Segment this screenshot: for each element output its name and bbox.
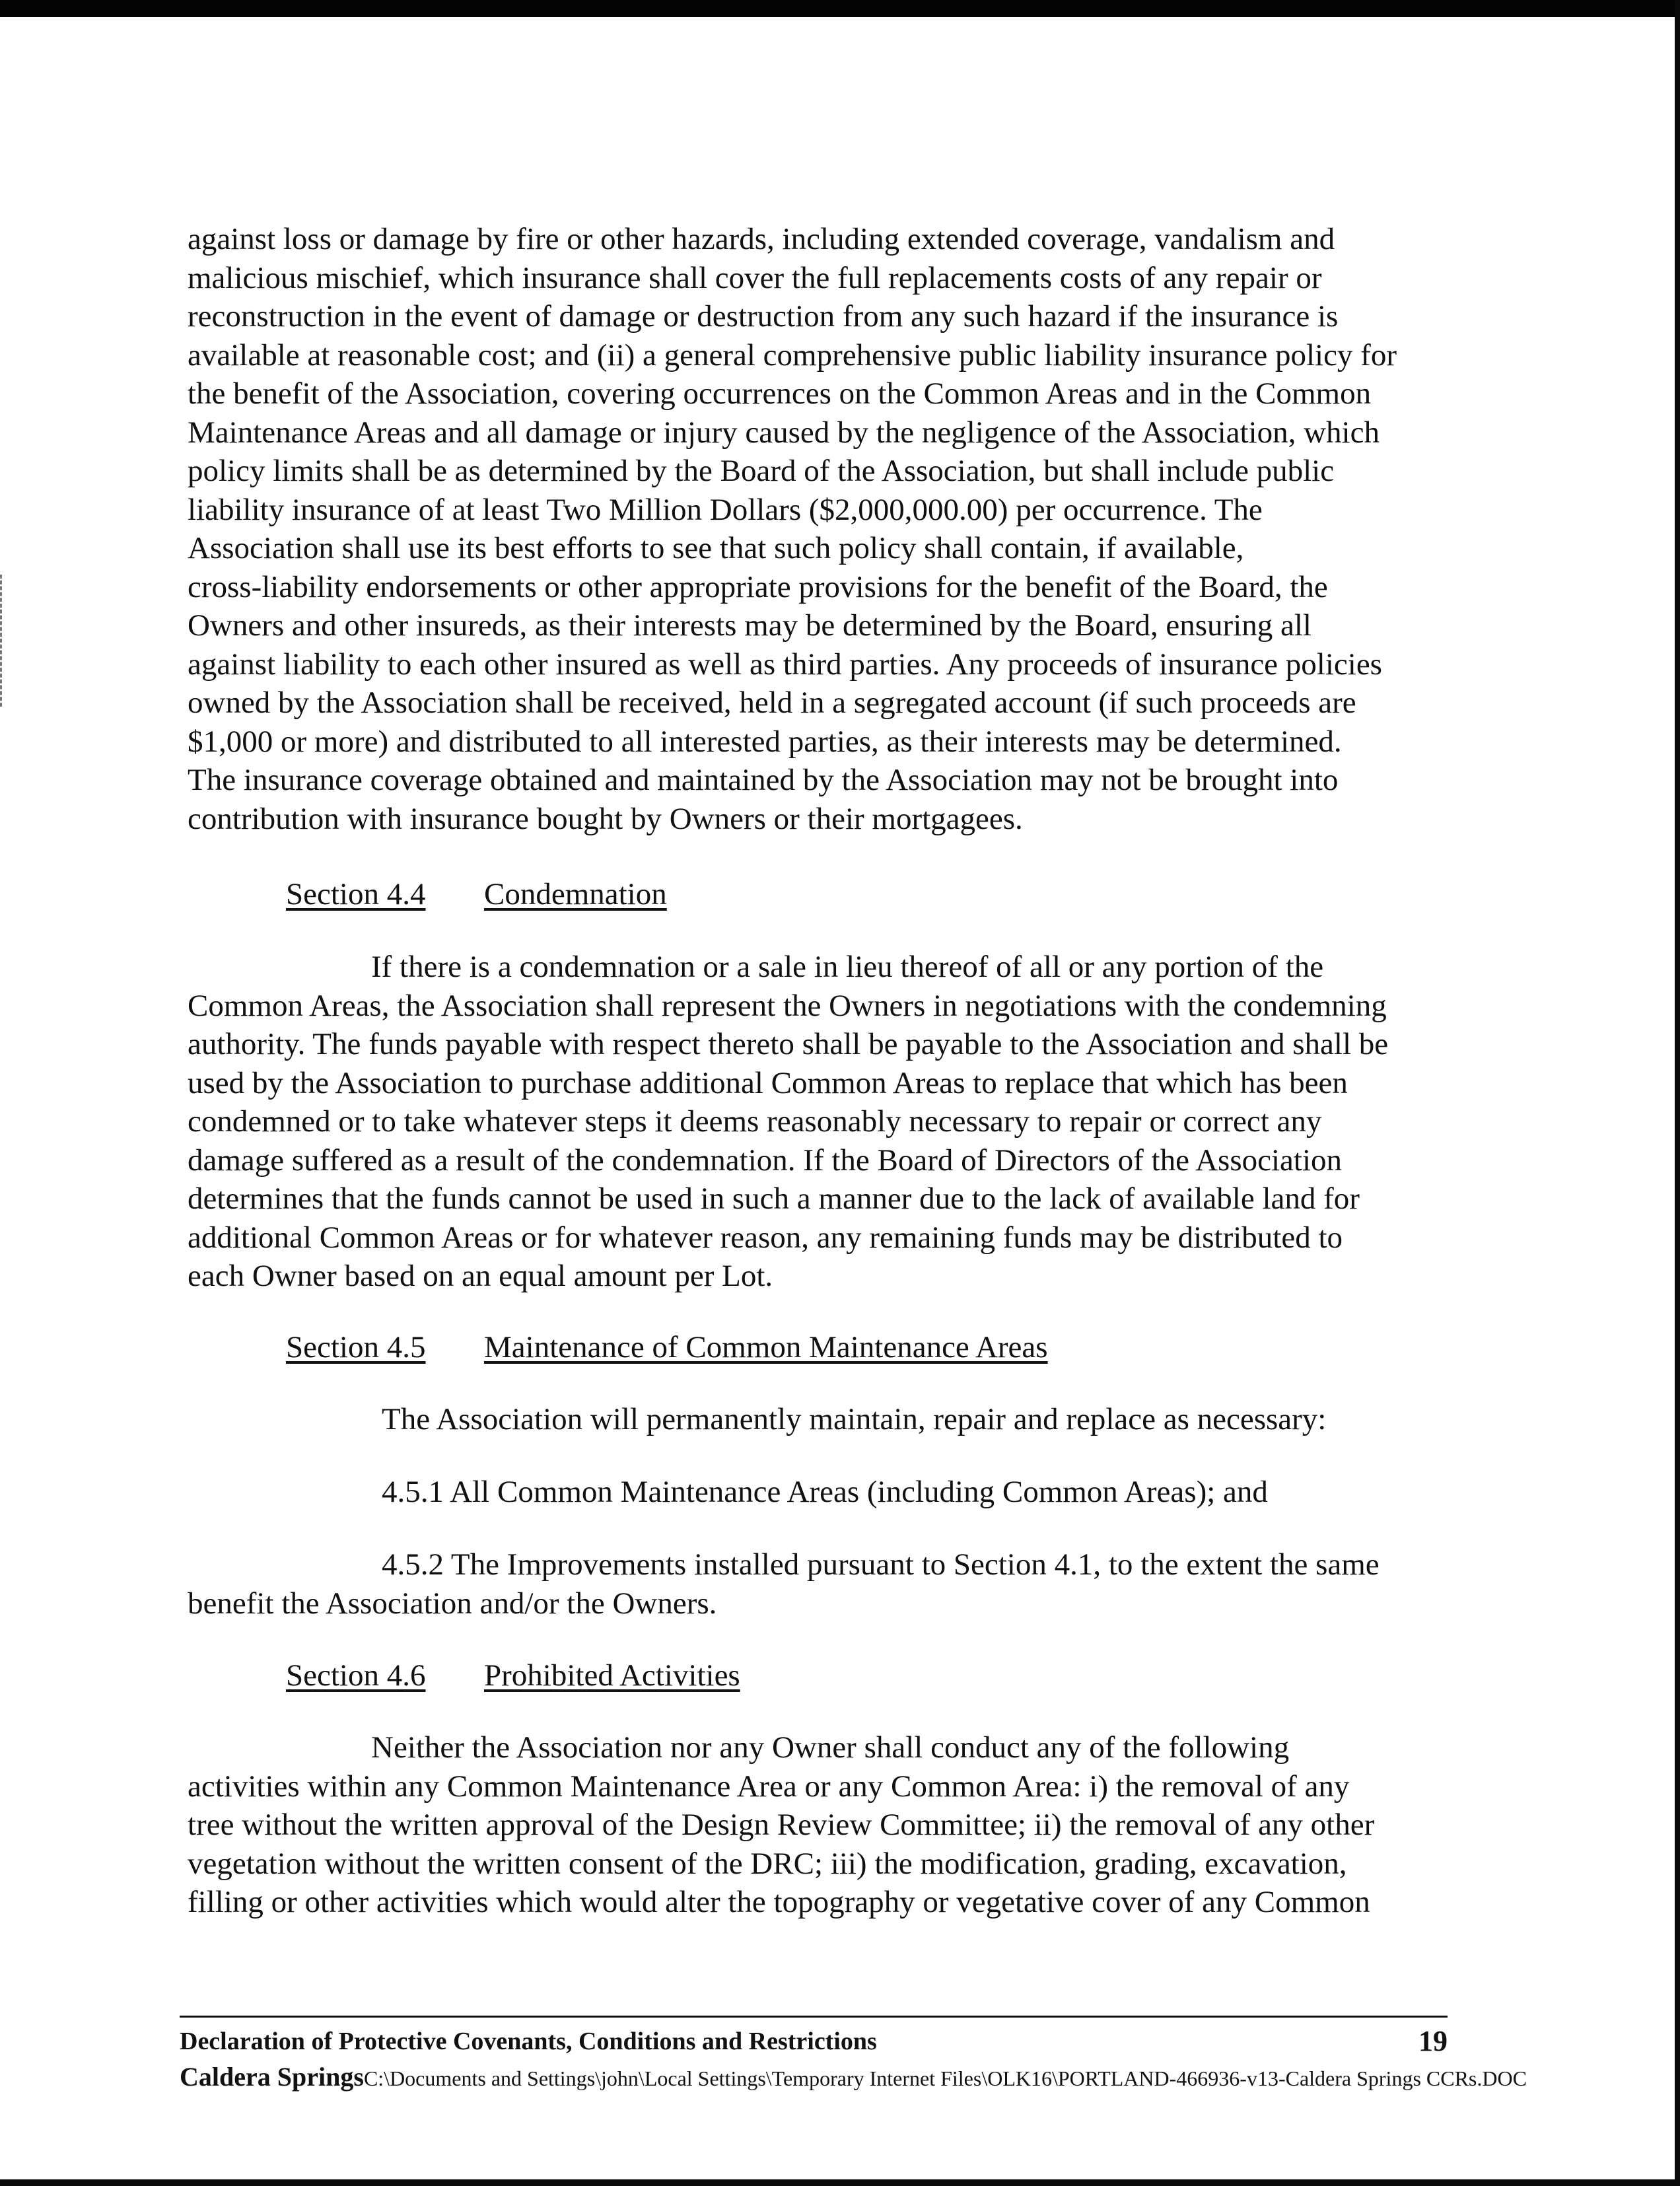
text-line: Neither the Association nor any Owner shall conduct any of the following (371, 1730, 1290, 1765)
scan-bottom-border (0, 2179, 1680, 2186)
footer-title-row (180, 2026, 1448, 2057)
text-line: If there is a condemnation or a sale in lieu thereof of all or any portion of the (371, 950, 1324, 984)
section-number: Section 4.6 (286, 1658, 426, 1693)
text-line: the benefit of the Association, covering occurrences on the Common Areas and in the Common (188, 376, 1372, 411)
text-line: Maintenance Areas and all damage or injury caused by the negligence of the Association, which (188, 415, 1380, 450)
section-4-5-item-1 (188, 1473, 1482, 1512)
text-line: $1,000 or more) and distributed to all interested parties, as their interests may be determined. (188, 724, 1342, 759)
text-line: against loss or damage by fire or other hazards, including extended coverage, vandalism and (188, 222, 1335, 256)
page-number: 19 (1418, 2025, 1448, 2057)
section-4-5-intro (188, 1400, 1482, 1439)
text-line: 4.5.2 The Improvements installed pursuant to Section 4.1, to the extent the same (382, 1547, 1380, 1582)
text-line: used by the Association to purchase additional Common Areas to replace that which has been (188, 1065, 1348, 1100)
text-line: filling or other activities which would alter the topography or vegetative cover of any Common (188, 1885, 1370, 1919)
text-line: each Owner based on an equal amount per Lot. (188, 1259, 773, 1293)
footer-file-path: C:\Documents and Settings\john\Local Settings\Temporary Internet Files\OLK16\PORTLAND-466936-v13-Caldera Springs CCRs.DOC (363, 2066, 1527, 2090)
text-line: reconstruction in the event of damage or destruction from any such hazard if the insurance is (188, 299, 1339, 334)
text-line: owned by the Association shall be received, held in a segregated account (if such proceeds are (188, 686, 1356, 720)
text-line: damage suffered as a result of the condemnation. If the Board of Directors of the Association (188, 1143, 1343, 1178)
text-line: against liability to each other insured as well as third parties. Any proceeds of insurance policies (188, 647, 1382, 682)
section-4-6-body (188, 1728, 1482, 1922)
text-line: benefit the Association and/or the Owners. (188, 1586, 717, 1621)
section-4-4-body (188, 948, 1482, 1296)
scan-top-border (0, 0, 1680, 17)
text-line: cross-liability endorsements or other appropriate provisions for the benefit of the Board, the (188, 569, 1328, 604)
text-line: Common Areas, the Association shall represent the Owners in negotiations with the condemning (188, 988, 1387, 1023)
section-4-5-heading (286, 1328, 1048, 1366)
footer-title: Declaration of Protective Covenants, Conditions and Restrictions (180, 2027, 877, 2055)
text-line: policy limits shall be as determined by the Board of the Association, but shall include public (188, 454, 1335, 488)
text-line: condemned or to take whatever steps it deems reasonably necessary to repair or correct any (188, 1104, 1322, 1139)
scan-left-margin-marks (0, 575, 5, 707)
text-line: contribution with insurance bought by Owners or their mortgagees. (188, 801, 1023, 836)
text-line: activities within any Common Maintenance Area or any Common Area: i) the removal of any (188, 1769, 1350, 1804)
text-line: malicious mischief, which insurance shall cover the full replacements costs of any repair or (188, 260, 1322, 295)
text-line: The insurance coverage obtained and maintained by the Association may not be brought into (188, 763, 1339, 797)
text-line: Association shall use its best efforts to see that such policy shall contain, if available, (188, 531, 1244, 565)
text-line: Owners and other insureds, as their interests may be determined by the Board, ensuring all (188, 608, 1312, 643)
section-4-6-heading (286, 1656, 740, 1695)
section-number: Section 4.5 (286, 1330, 426, 1364)
text-line: available at reasonable cost; and (ii) a general comprehensive public liability insurance policy for (188, 337, 1397, 372)
text-line: authority. The funds payable with respect thereto shall be payable to the Association and shall be (188, 1027, 1389, 1061)
insurance-paragraph (188, 220, 1482, 838)
footer-path-row (180, 2062, 1527, 2094)
section-title: Prohibited Activities (484, 1658, 740, 1693)
text-line: The Association will permanently maintain, repair and replace as necessary: (382, 1402, 1327, 1436)
text-line: liability insurance of at least Two Million Dollars ($2,000,000.00) per occurrence. The (188, 492, 1263, 527)
section-4-4-heading (286, 875, 667, 913)
footer-rule (180, 2016, 1448, 2018)
footer-brand: Caldera Springs (180, 2062, 364, 2092)
text-line: 4.5.1 All Common Maintenance Areas (including Common Areas); and (382, 1475, 1268, 1509)
section-number: Section 4.4 (286, 877, 426, 911)
section-4-5-item-2 (188, 1545, 1482, 1623)
text-line: tree without the written approval of the Design Review Committee; ii) the removal of any other (188, 1808, 1375, 1842)
scan-right-border (1675, 0, 1680, 2186)
text-line: additional Common Areas or for whatever reason, any remaining funds may be distributed to (188, 1220, 1343, 1255)
section-title: Condemnation (484, 877, 667, 911)
text-line: determines that the funds cannot be used in such a manner due to the lack of available land for (188, 1181, 1360, 1216)
section-title: Maintenance of Common Maintenance Areas (484, 1330, 1048, 1364)
text-line: vegetation without the written consent of the DRC; iii) the modification, grading, excavation, (188, 1846, 1347, 1881)
